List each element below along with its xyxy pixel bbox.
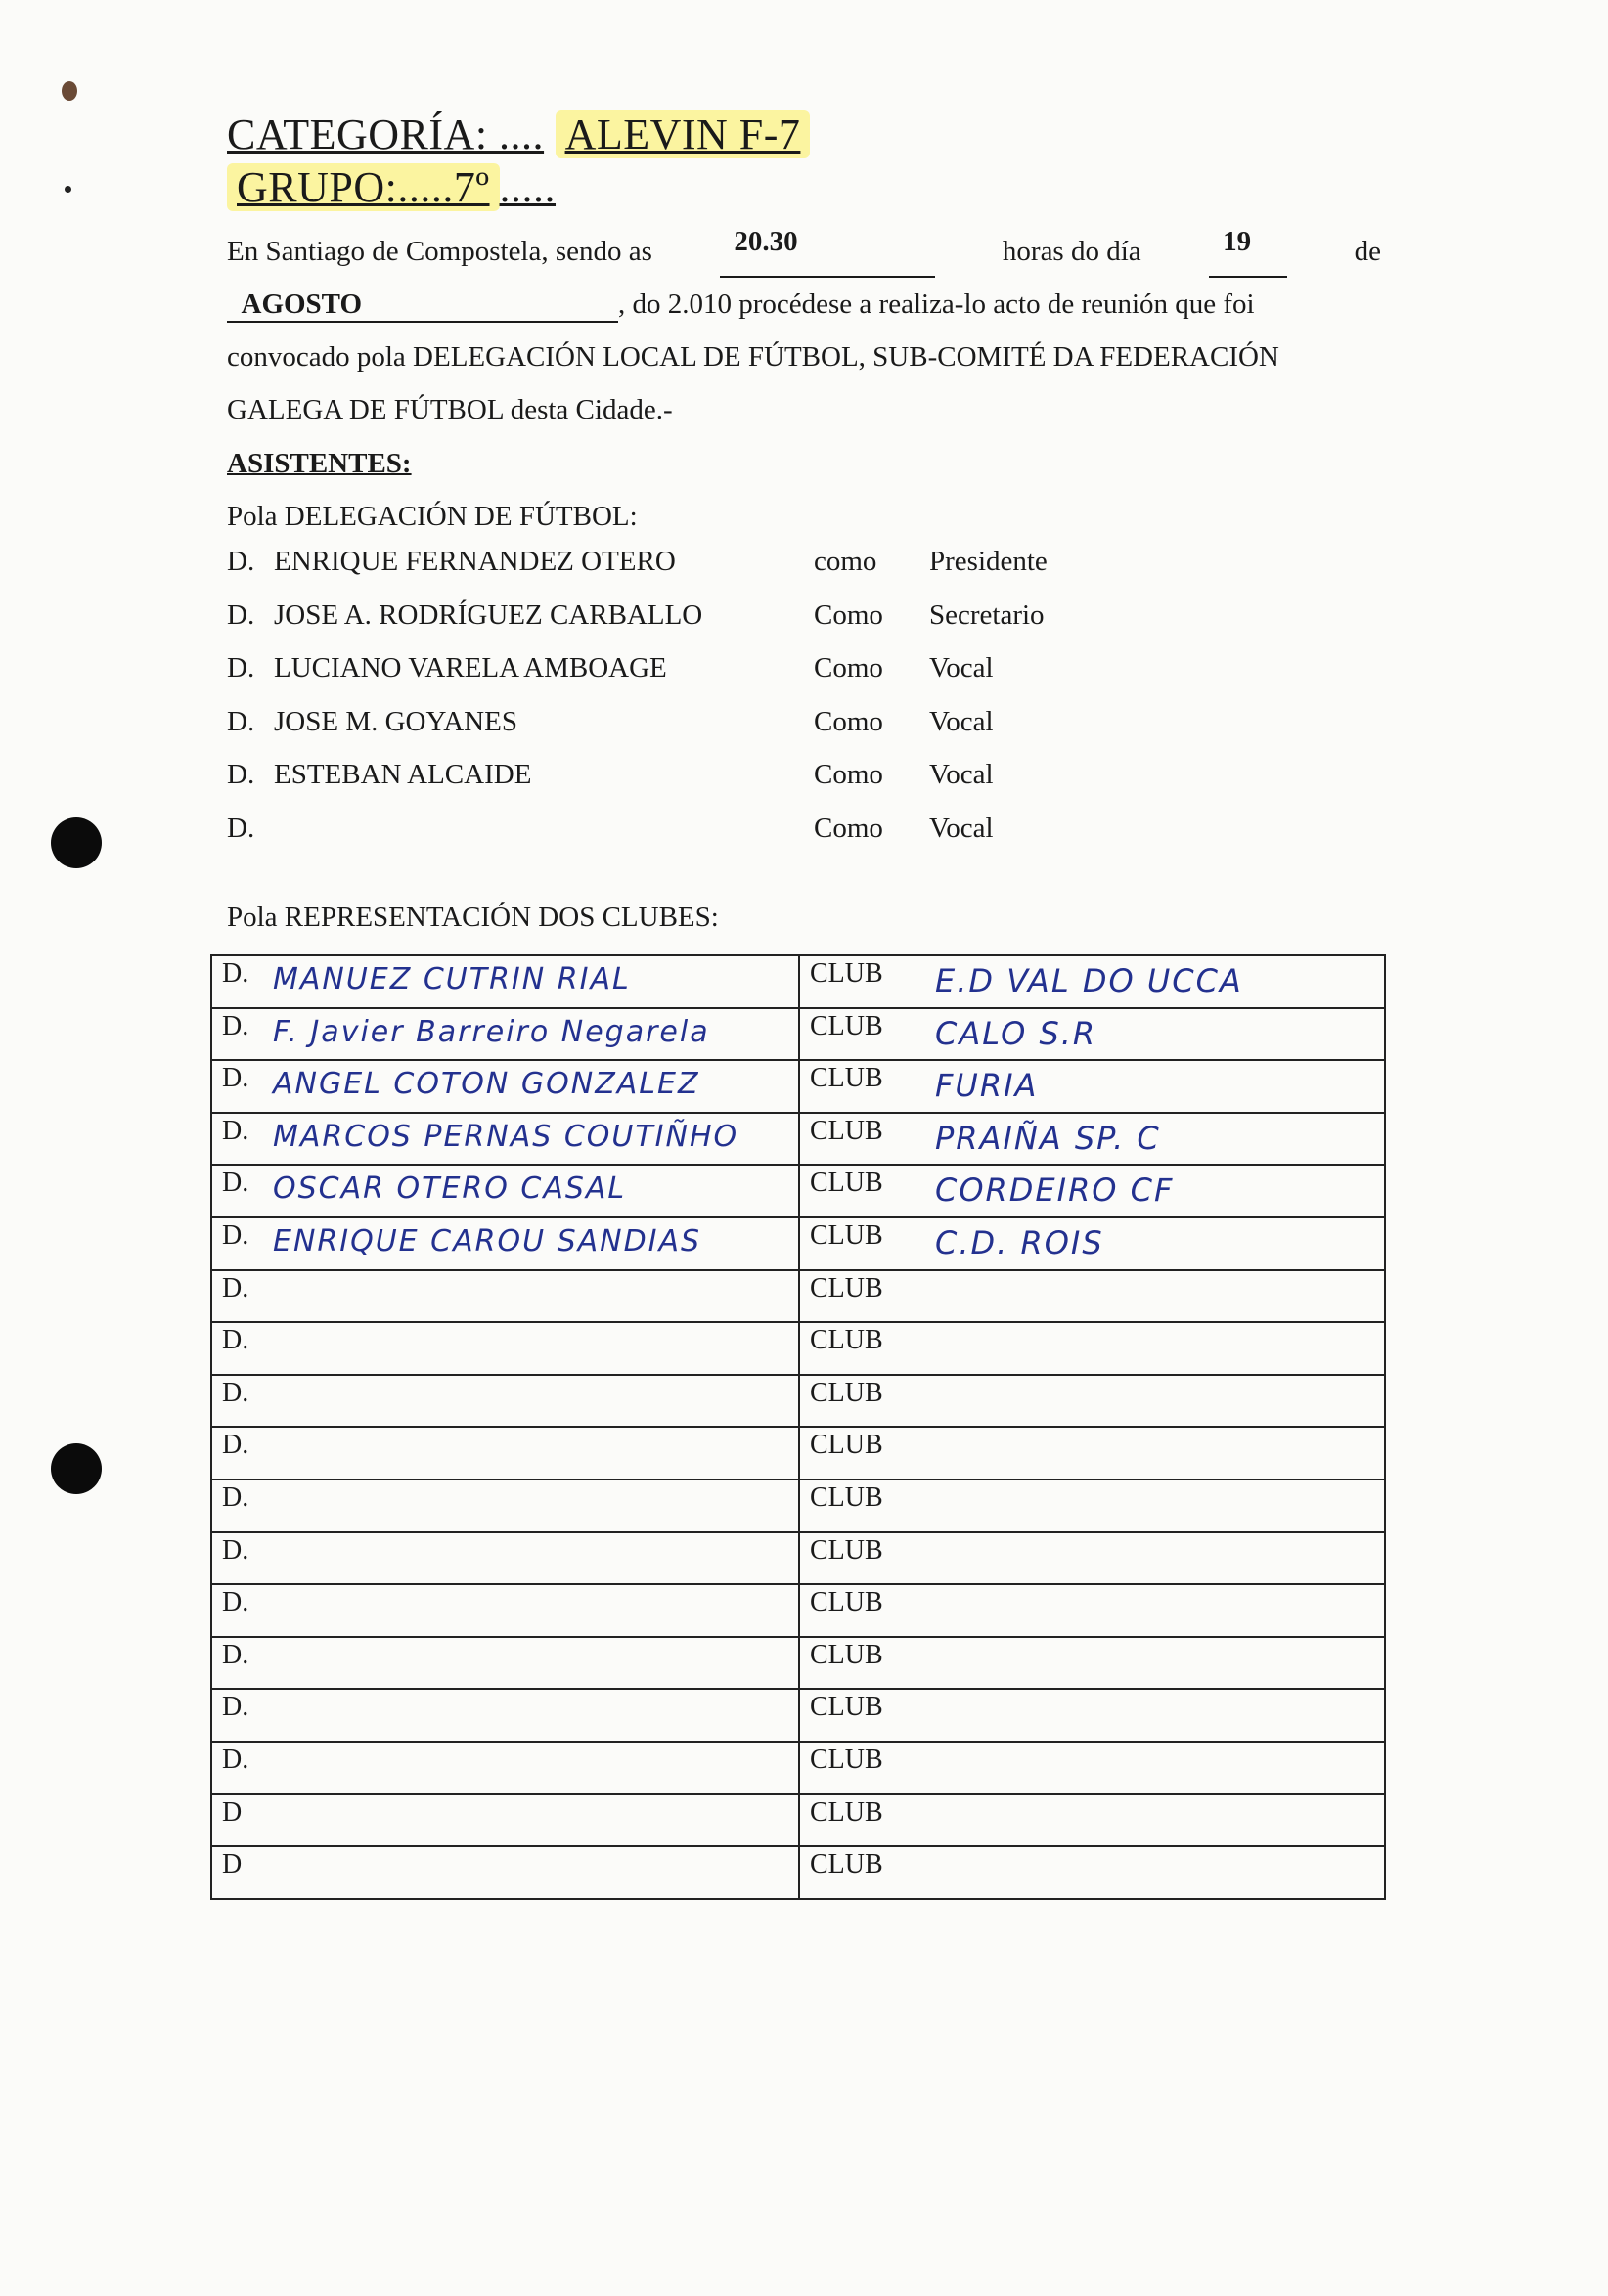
club-table-row [211,1584,1385,1637]
club-table-row [211,1270,1385,1323]
club-cell [799,1322,1385,1375]
categoria-value: ALEVIN F-7 [556,110,811,158]
grupo-label: GRUPO:.....7º [227,163,500,211]
representative-prefix: D. [222,1377,249,1408]
club-name: CALO S.R [935,1014,1097,1052]
club-table-row [211,1742,1385,1794]
club-label: CLUB [810,1481,883,1513]
club-table-row [211,1689,1385,1742]
month-value: AGOSTO [241,288,363,320]
representative-prefix: D. [222,1063,249,1094]
representative-prefix: D. [222,1115,249,1146]
asistentes-label: ASISTENTES: [227,448,412,479]
member-row: D. ENRIQUE FERNANDEZ OTERO como Presidente [227,546,1048,577]
club-cell [799,1113,1385,1166]
representative-prefix: D. [222,1692,249,1723]
punch-hole-top [51,817,102,868]
stain-mark [62,81,77,101]
club-table-row [211,1794,1385,1847]
club-cell [799,1008,1385,1061]
member-row: D. LUCIANO VARELA AMBOAGE Como Vocal [227,652,994,684]
representative-cell [211,1637,799,1690]
representative-prefix: D. [222,1219,249,1251]
club-cell [799,1165,1385,1217]
representative-name: ENRIQUE CAROU SANDIAS [273,1223,702,1258]
club-name: FURIA [935,1067,1039,1105]
club-cell [799,1846,1385,1899]
representative-name: ANGEL COTON GONZALEZ [273,1067,700,1102]
representative-name: MANUEZ CUTRIN RIAL [273,962,631,996]
club-table-row [211,1217,1385,1270]
intro-line-2 [227,278,1381,331]
club-cell [799,1217,1385,1270]
club-cell [799,955,1385,1008]
representative-cell [211,1689,799,1742]
club-name: PRAIÑA SP. C [935,1119,1161,1157]
club-label: CLUB [810,1168,883,1199]
intro-text-b: horas do día [1002,236,1141,267]
intro-text-d: , do 2.010 procédese a realiza-lo acto de reunión que foi [618,288,1255,320]
representative-cell [211,955,799,1008]
representative-prefix: D. [222,1744,249,1775]
representative-prefix: D. [222,1534,249,1566]
representative-prefix: D. [222,1639,249,1670]
representative-prefix: D. [222,1481,249,1513]
representative-cell [211,1584,799,1637]
representative-cell [211,1427,799,1479]
club-label: CLUB [810,1115,883,1146]
club-label: CLUB [810,1272,883,1303]
representative-cell [211,1008,799,1061]
intro-text-e: convocado pola DELEGACIÓN LOCAL DE FÚTBOL, SUB-COMITÉ DA FEDERACIÓN [227,341,1279,373]
grupo-heading [227,162,556,212]
representative-cell [211,1532,799,1585]
member-row: D. ESTEBAN ALCAIDE Como Vocal [227,759,994,791]
club-table-row [211,1165,1385,1217]
intro-line-3 [227,331,1381,383]
club-label: CLUB [810,1430,883,1461]
representative-prefix: D [222,1849,243,1880]
representative-name: MARCOS PERNAS COUTIÑHO [273,1119,739,1154]
representative-cell [211,1322,799,1375]
club-label: CLUB [810,1796,883,1828]
member-row: D. JOSE M. GOYANES Como Vocal [227,705,994,737]
club-cell [799,1060,1385,1113]
club-cell [799,1427,1385,1479]
club-label: CLUB [810,1534,883,1566]
club-table-row [211,1427,1385,1479]
intro-line-4 [227,383,1381,436]
club-name: C.D. ROIS [935,1223,1104,1261]
club-table-row [211,1846,1385,1899]
representative-prefix: D. [222,1272,249,1303]
categoria-label: CATEGORÍA: .... [227,110,545,158]
club-label: CLUB [810,1849,883,1880]
club-cell [799,1584,1385,1637]
intro-text-f: GALEGA DE FÚTBOL desta Cidade.- [227,394,673,425]
member-row: D. Como Vocal [227,812,994,844]
categoria-heading [227,110,810,159]
day-value: 19 [1223,226,1252,257]
representative-cell [211,1846,799,1899]
representative-cell [211,1217,799,1270]
club-table-row [211,1060,1385,1113]
representative-cell [211,1794,799,1847]
club-table-row [211,1479,1385,1532]
club-label: CLUB [810,1377,883,1408]
representative-cell [211,1060,799,1113]
representative-cell [211,1270,799,1323]
day-field [1209,225,1287,278]
representative-cell [211,1742,799,1794]
club-label: CLUB [810,1063,883,1094]
representative-prefix: D. [222,1430,249,1461]
representative-prefix: D. [222,1325,249,1356]
representative-prefix: D. [222,1010,249,1041]
dot-mark [65,186,71,193]
club-table-row [211,1113,1385,1166]
club-table-row [211,955,1385,1008]
club-table-row [211,1637,1385,1690]
club-table-row [211,1008,1385,1061]
representative-cell [211,1479,799,1532]
intro-paragraph [227,225,1381,436]
representative-cell [211,1113,799,1166]
club-cell [799,1270,1385,1323]
club-table-row [211,1532,1385,1585]
intro-text-c: de [1354,236,1381,267]
representative-name: F. Javier Barreiro Negarela [273,1014,710,1049]
representative-prefix: D. [222,1168,249,1199]
clubs-table [210,954,1386,1900]
clubs-table-body [211,955,1385,1899]
club-cell [799,1637,1385,1690]
club-name: E.D VAL DO UCCA [935,962,1243,999]
representative-cell [211,1375,799,1428]
clubes-label: Pola REPRESENTACIÓN DOS CLUBES: [227,902,719,933]
representative-prefix: D [222,1796,243,1828]
club-table-row [211,1322,1385,1375]
club-cell [799,1794,1385,1847]
representative-cell [211,1165,799,1217]
hour-value: 20.30 [734,226,798,257]
club-cell [799,1689,1385,1742]
representative-name: OSCAR OTERO CASAL [273,1171,627,1207]
club-name: CORDEIRO CF [935,1171,1175,1210]
representative-prefix: D. [222,958,249,989]
punch-hole-bottom [51,1443,102,1494]
club-label: CLUB [810,958,883,989]
club-label: CLUB [810,1692,883,1723]
club-label: CLUB [810,1010,883,1041]
representative-prefix: D. [222,1587,249,1618]
club-label: CLUB [810,1744,883,1775]
delegacion-members [227,546,1107,866]
club-label: CLUB [810,1639,883,1670]
club-cell [799,1742,1385,1794]
hour-field [720,225,935,278]
club-label: CLUB [810,1587,883,1618]
member-row: D. JOSE A. RODRÍGUEZ CARBALLO Como Secretario [227,598,1045,631]
grupo-suffix: ..... [499,163,557,211]
club-cell [799,1532,1385,1585]
intro-text-a: En Santiago de Compostela, sendo as [227,236,652,267]
month-field [227,287,618,323]
intro-line-1 [227,225,1381,278]
club-label: CLUB [810,1325,883,1356]
club-cell [799,1479,1385,1532]
club-cell [799,1375,1385,1428]
delegacion-label: Pola DELEGACIÓN DE FÚTBOL: [227,501,638,532]
club-table-row [211,1375,1385,1428]
club-label: CLUB [810,1219,883,1251]
